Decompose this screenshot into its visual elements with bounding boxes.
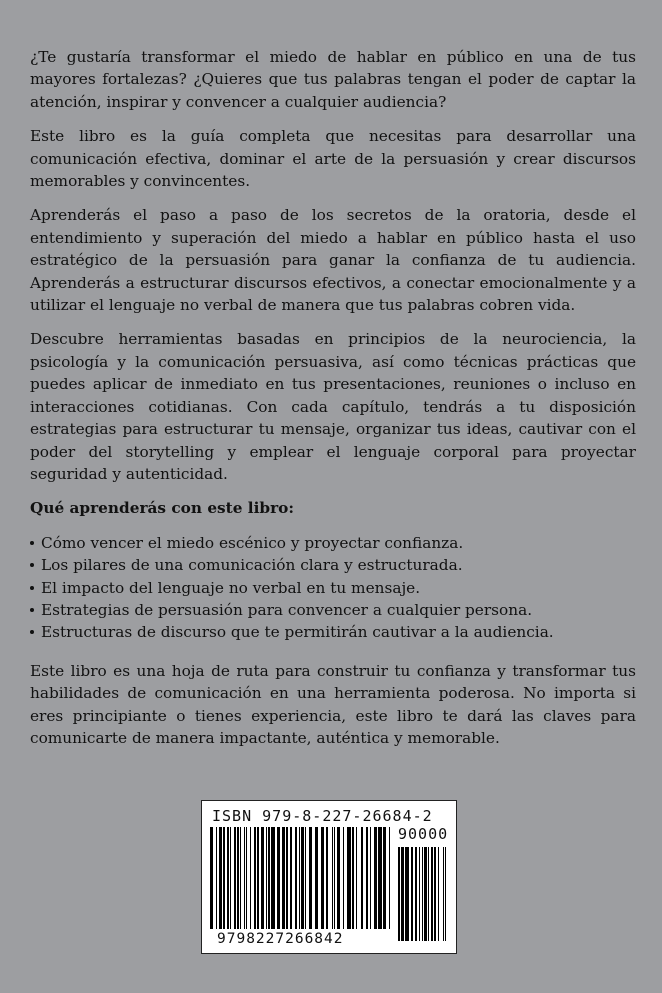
list-item-text: Estrategias de persuasión para convencer a cualquier persona. <box>41 600 533 619</box>
guide-paragraph: Este libro es la guía completa que necesitas para desarrollar una comunicación efectiva, dominar el arte de la persuasión y crear discursos memorables y convincentes. <box>30 127 636 191</box>
section-heading: Qué aprenderás con este libro: <box>30 499 295 518</box>
intro-paragraph: ¿Te gustaría transformar el miedo de hablar en público en una de tus mayores fortalezas? ¿Quieres que tus palabras tengan el poder de captar la atención, inspirar y convencer a cualquier audiencia? <box>30 48 636 111</box>
back-cover-text <box>30 46 636 761</box>
bullet-icon <box>30 630 34 634</box>
barcode-addon-number: 90000 <box>398 825 449 843</box>
bullet-list <box>30 532 636 644</box>
bullet-icon <box>30 541 34 545</box>
closing-paragraph: Este libro es una hoja de ruta para construir tu confianza y transformar tus habilidades de comunicación en una herramienta poderosa. No importa si eres principiante o tienes experiencia, este libro te dará las claves para comunicarte de manera impactante, auténtica y memorable. <box>30 661 636 747</box>
bullet-icon <box>30 563 34 567</box>
list-item <box>30 621 636 643</box>
tools-paragraph: Descubre herramientas basadas en principios de la neurociencia, la psicología y la comunicación persuasiva, así como técnicas prácticas que puedes aplicar de inmediato en tus presentaciones, reuniones o incluso en interacciones cotidianas. Con cada capítulo, tendrás a tu disposición estrategias para estructurar tu mensaje, organizar tus ideas, cautivar con el poder del storytelling y emplear el lenguaje corporal para proyectar seguridad y autenticidad. <box>30 330 636 483</box>
list-item <box>30 532 636 554</box>
learn-paragraph: Aprenderás el paso a paso de los secretos de la oratoria, desde el entendimiento y superación del miedo a hablar en público hasta el uso estratégico de la persuasión para ganar la confianza de tu audiencia. Aprenderás a estructurar discursos efectivos, a conectar emocionalmente y a utilizar el lenguaje no verbal de manera que tus palabras cobren vida. <box>30 206 636 315</box>
isbn-label: ISBN 979-8-227-26684-2 <box>212 807 433 825</box>
list-item-text: Los pilares de una comunicación clara y estructurada. <box>41 556 463 575</box>
list-item <box>30 599 636 621</box>
list-item-text: Cómo vencer el miedo escénico y proyectar confianza. <box>41 533 464 552</box>
barcode-digits: 9798227266842 <box>217 931 344 947</box>
list-item-text: El impacto del lenguaje no verbal en tu mensaje. <box>41 578 421 597</box>
bullet-icon <box>30 586 34 590</box>
list-item <box>30 554 636 576</box>
isbn-barcode <box>201 800 457 954</box>
list-item-text: Estructuras de discurso que te permitirán cautivar a la audiencia. <box>41 623 554 642</box>
list-item <box>30 577 636 599</box>
bullet-icon <box>30 608 34 612</box>
